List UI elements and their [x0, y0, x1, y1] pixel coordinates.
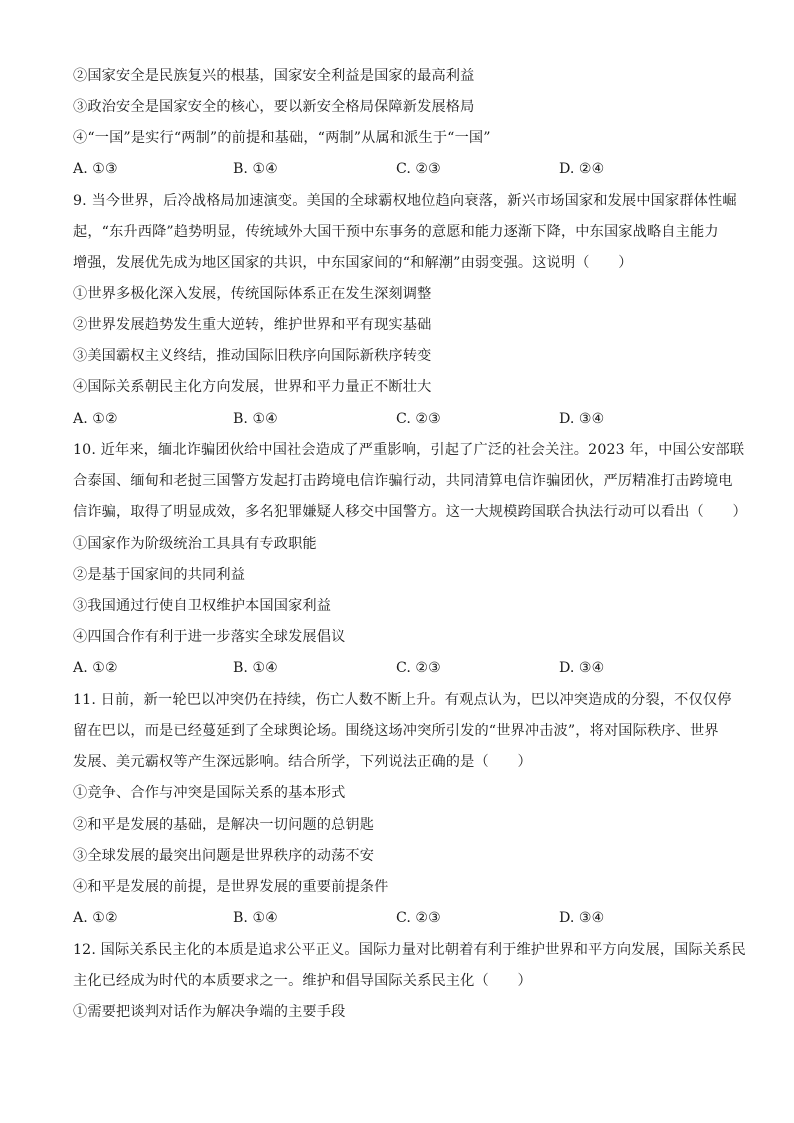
choice-b: B. ①④ [233, 161, 278, 177]
question-10-answer-choices [73, 658, 733, 678]
choice-d: D. ③④ [559, 411, 605, 427]
choice-b: B. ①④ [233, 411, 278, 427]
question-11-answer-choices [73, 908, 733, 928]
question-11-stem-line: 发展、美元霸权等产生深远影响。结合所学，下列说法正确的是（ ） [73, 754, 532, 770]
question-11-option: ②和平是发展的基础，是解决一切问题的总钥匙 [73, 817, 375, 833]
question-10-option: ②是基于国家间的共同利益 [73, 567, 246, 583]
choice-a: A. ①② [73, 660, 118, 676]
choice-c: C. ②③ [396, 411, 441, 427]
question-10-stem-line: 10. 近年来，缅北诈骗团伙给中国社会造成了严重影响，引起了广泛的社会关注。2023 年，中国公安部联 [73, 442, 745, 458]
option-line: ②国家安全是民族复兴的根基，国家安全利益是国家的最高利益 [73, 68, 475, 84]
choice-c: C. ②③ [396, 910, 441, 926]
question-9-stem-line: 起，“东升西降”趋势明显，传统域外大国干预中东事务的意愿和能力逐渐下降，中东国家战略自主能力 [73, 224, 719, 240]
choice-a: A. ①② [73, 910, 118, 926]
choice-d: D. ②④ [559, 161, 605, 177]
choice-d: D. ③④ [559, 910, 605, 926]
question-10-option: ③我国通过行使自卫权维护本国国家利益 [73, 598, 332, 614]
question-11-option: ①竞争、合作与冲突是国际关系的基本形式 [73, 785, 346, 801]
question-11-option: ④和平是发展的前提，是世界发展的重要前提条件 [73, 879, 389, 895]
question-10-option: ④四国合作有利于进一步落实全球发展倡议 [73, 629, 346, 645]
question-9-option: ③美国霸权主义终结，推动国际旧秩序向国际新秩序转变 [73, 348, 432, 364]
question-10-stem-line: 信诈骗，取得了明显成效，多名犯罪嫌疑人移交中国警方。这一大规模跨国联合执法行动可以看出（ ） [73, 504, 747, 520]
question-9-answer-choices [73, 409, 733, 429]
question-9-stem-line: 9. 当今世界，后冷战格局加速演变。美国的全球霸权地位趋向衰落，新兴市场国家和发展中国家群体性崛 [73, 193, 737, 209]
choice-b: B. ①④ [233, 660, 278, 676]
choice-d: D. ③④ [559, 660, 605, 676]
question-9-option: ②世界发展趋势发生重大逆转，维护世界和平有现实基础 [73, 317, 432, 333]
question-9-stem-line: 增强，发展优先成为地区国家的共识，中东国家间的“和解潮”由弱变强。这说明（ ） [73, 255, 633, 271]
question-10-stem-line: 合泰国、缅甸和老挝三国警方发起打击跨境电信诈骗行动，共同清算电信诈骗团伙，严厉精准打击跨境电 [73, 473, 733, 489]
question-9-option: ①世界多极化深入发展，传统国际体系正在发生深刻调整 [73, 286, 432, 302]
choice-c: C. ②③ [396, 660, 441, 676]
option-line: ③政治安全是国家安全的核心，要以新安全格局保障新发展格局 [73, 99, 475, 115]
question-11-stem-line: 留在巴以，而是已经蔓延到了全球舆论场。围绕这场冲突所引发的“世界冲击波”，将对国际秩序、世界 [73, 723, 719, 739]
option-line: ④“一国”是实行“两制”的前提和基础，“两制”从属和派生于“一国” [73, 130, 491, 146]
question-12-option: ①需要把谈判对话作为解决争端的主要手段 [73, 1004, 346, 1020]
question-9-option: ④国际关系朝民主化方向发展，世界和平力量正不断壮大 [73, 379, 432, 395]
question-10-option: ①国家作为阶级统治工具具有专政职能 [73, 536, 317, 552]
question-12-stem-line: 主化已经成为时代的本质要求之一。维护和倡导国际关系民主化（ ） [73, 973, 532, 989]
question-11-stem-line: 11. 日前，新一轮巴以冲突仍在持续，伤亡人数不断上升。有观点认为，巴以冲突造成的分裂，不仅仅停 [73, 692, 732, 708]
answer-choices [73, 159, 733, 179]
question-12-stem-line: 12. 国际关系民主化的本质是追求公平正义。国际力量对比朝着有利于维护世界和平方向发展，国际关系民 [73, 942, 746, 958]
choice-b: B. ①④ [233, 910, 278, 926]
choice-a: A. ①② [73, 411, 118, 427]
choice-a: A. ①③ [73, 161, 118, 177]
question-11-option: ③全球发展的最突出问题是世界秩序的动荡不安 [73, 848, 375, 864]
choice-c: C. ②③ [396, 161, 441, 177]
